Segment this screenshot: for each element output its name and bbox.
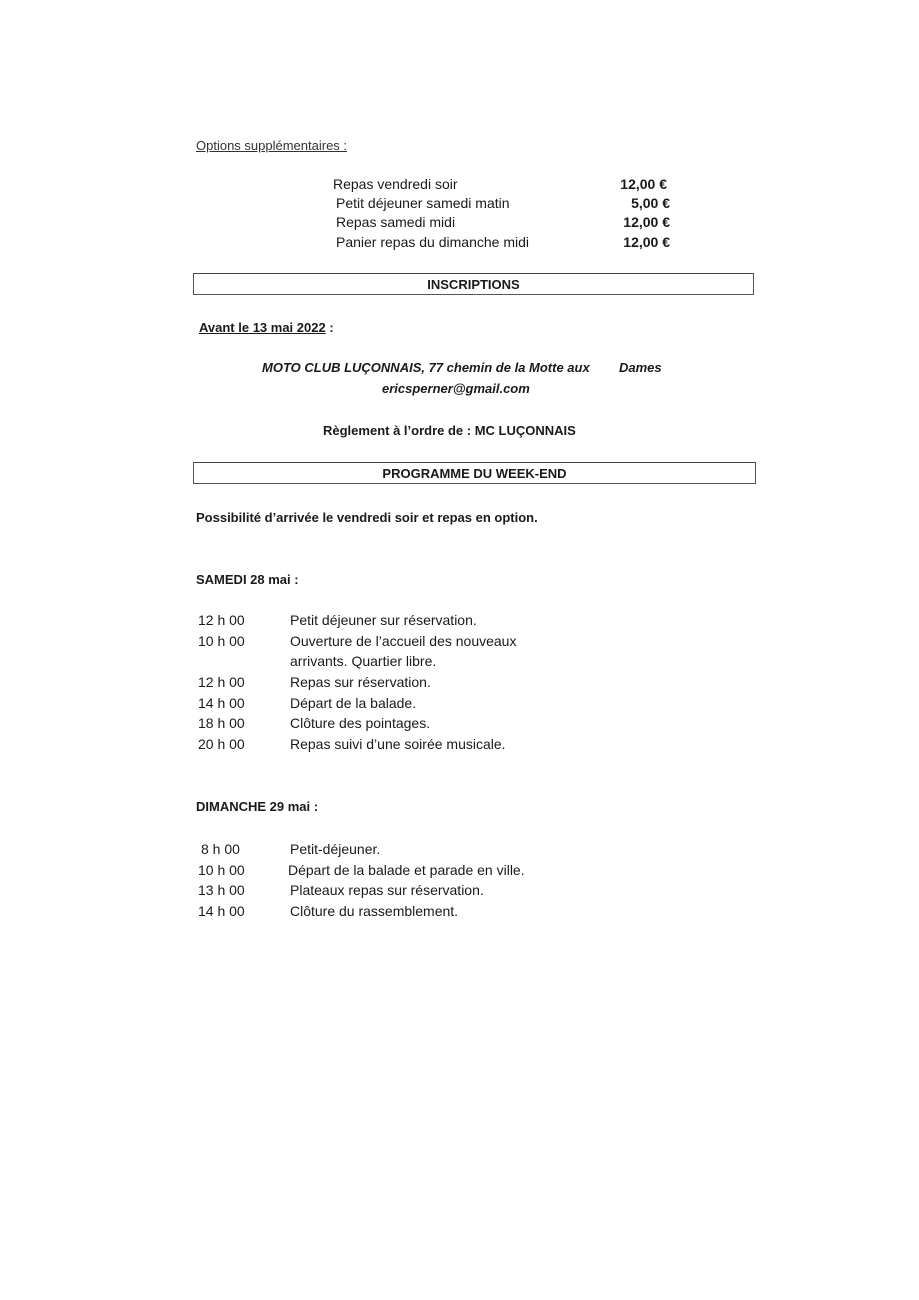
programme-header: PROGRAMME DU WEEK-END bbox=[382, 466, 567, 481]
inscriptions-header-box bbox=[193, 273, 754, 295]
schedule-time: 8 h 00 bbox=[201, 841, 240, 857]
option-price: 12,00 € bbox=[623, 214, 670, 230]
schedule-desc: Clôture des pointages. bbox=[290, 715, 431, 732]
schedule-time: 20 h 00 bbox=[198, 736, 245, 753]
schedule-time: 14 h 00 bbox=[198, 903, 245, 920]
schedule-time: 10 h 00 bbox=[198, 632, 245, 649]
schedule-desc: arrivants. Quartier libre. bbox=[290, 653, 437, 670]
option-price: 12,00 € bbox=[620, 176, 667, 192]
schedule-desc: Petit-déjeuner. bbox=[290, 841, 381, 857]
option-name: Panier repas du dimanche midi bbox=[336, 234, 529, 250]
deadline-date: Avant le 13 mai 2022 bbox=[199, 320, 326, 335]
programme-header-box bbox=[193, 462, 756, 484]
schedule-time: 13 h 00 bbox=[198, 882, 245, 899]
sunday-title: DIMANCHE 29 mai : bbox=[196, 799, 319, 814]
club-email: ericsperner@gmail.com bbox=[382, 381, 530, 396]
arrival-note: Possibilité d’arrivée le vendredi soir et repas en option. bbox=[196, 510, 538, 525]
schedule-desc: Départ de la balade et parade en ville. bbox=[288, 861, 525, 878]
schedule-time: 12 h 00 bbox=[198, 612, 245, 628]
options-title: Options supplémentaires : bbox=[196, 138, 348, 153]
deadline bbox=[199, 320, 334, 335]
option-name: Repas vendredi soir bbox=[333, 176, 458, 192]
option-name: Petit déjeuner samedi matin bbox=[336, 195, 510, 211]
schedule-desc: Ouverture de l’accueil des nouveaux bbox=[290, 632, 517, 649]
schedule-time: 14 h 00 bbox=[198, 694, 245, 711]
option-row bbox=[333, 176, 673, 196]
schedule-desc: Petit déjeuner sur réservation. bbox=[290, 612, 477, 628]
schedule-time: 18 h 00 bbox=[198, 715, 245, 732]
schedule-desc: Repas sur réservation. bbox=[290, 674, 431, 691]
schedule-time: 10 h 00 bbox=[198, 861, 245, 878]
club-address-end: Dames bbox=[619, 360, 662, 375]
club-address: MOTO CLUB LUÇONNAIS, 77 chemin de la Motte aux bbox=[262, 360, 590, 375]
saturday-title: SAMEDI 28 mai : bbox=[196, 572, 299, 587]
option-row bbox=[336, 214, 676, 234]
schedule-desc: Repas suivi d’une soirée musicale. bbox=[290, 736, 506, 753]
option-price: 5,00 € bbox=[631, 195, 670, 211]
payment-instructions: Règlement à l’ordre de : MC LUÇONNAIS bbox=[323, 423, 576, 438]
schedule-desc: Clôture du rassemblement. bbox=[290, 903, 459, 920]
option-row bbox=[336, 234, 676, 254]
schedule-time: 12 h 00 bbox=[198, 674, 245, 691]
schedule-desc: Départ de la balade. bbox=[290, 694, 417, 711]
schedule-desc: Plateaux repas sur réservation. bbox=[290, 882, 484, 899]
option-name: Repas samedi midi bbox=[336, 214, 456, 230]
inscriptions-header: INSCRIPTIONS bbox=[427, 277, 520, 292]
option-price: 12,00 € bbox=[623, 234, 670, 250]
deadline-colon: : bbox=[325, 320, 334, 335]
option-row bbox=[336, 195, 676, 215]
